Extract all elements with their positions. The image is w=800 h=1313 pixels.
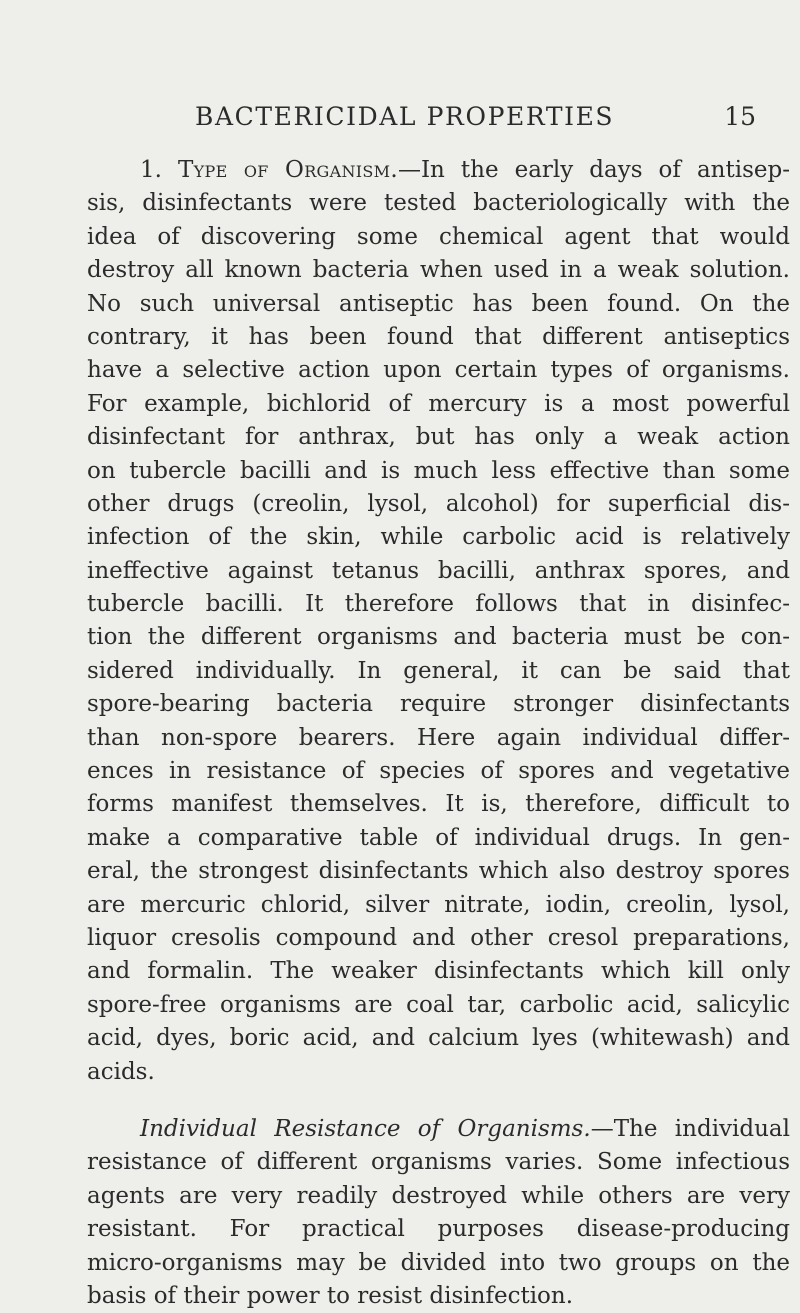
running-head <box>87 96 790 136</box>
paragraph-line: ences in resistance of species of spores and vegetative <box>87 758 790 785</box>
paragraph-line: make a comparative table of individual drugs. In gen- <box>87 824 790 851</box>
paragraph-line: No such universal antiseptic has been found. On the <box>87 290 790 317</box>
paragraph-line: eral, the strongest disinfectants which also destroy spores <box>87 858 790 885</box>
paragraph-line: destroy all known bacteria when used in a weak solution. <box>87 257 790 284</box>
paragraph-line: resistance of different organisms varies. Some infectious <box>87 1149 790 1176</box>
paragraph-line: resistant. For practical purposes disease-producing <box>87 1216 790 1243</box>
paragraph-type-of-organism <box>87 154 790 1089</box>
paragraph-line: than non-spore bearers. Here again individual differ- <box>87 724 790 751</box>
paragraph-individual-resistance <box>87 1113 790 1313</box>
paragraph-line: disinfectant for anthrax, but has only a weak action <box>87 424 790 451</box>
paragraph-line: forms manifest themselves. It is, therefore, difficult to <box>87 791 790 818</box>
page-number: 15 <box>724 102 756 131</box>
section-number: 1. <box>140 157 162 183</box>
paragraph-line: spore-bearing bacteria require stronger disinfectants <box>87 691 790 718</box>
paragraph-line: sidered individually. In general, it can be said that <box>87 657 790 684</box>
paragraph-line: tion the different organisms and bacteria must be con- <box>87 624 790 651</box>
paragraph-line: 1. Type of Organism.—In the early days of antisep- <box>140 157 790 183</box>
paragraph-line: acid, dyes, boric acid, and calcium lyes (whitewash) and <box>87 1025 790 1052</box>
paragraph-line: have a selective action upon certain types of organisms. <box>87 357 790 384</box>
paragraph-line: agents are very readily destroyed while others are very <box>87 1182 790 1209</box>
paragraph-line: and formalin. The weaker disinfectants which kill only <box>87 958 790 985</box>
paragraph-line: contrary, it has been found that different antiseptics <box>87 323 790 350</box>
paragraph-line: tubercle bacilli. It therefore follows that in disinfec- <box>87 591 790 618</box>
section-heading: Type of Organism. <box>178 157 398 183</box>
paragraph-line: spore-free organisms are coal tar, carbolic acid, salicylic <box>87 991 790 1018</box>
paragraph-line: Individual Resistance of Organisms.—The individual <box>140 1116 790 1142</box>
section-heading: Individual Resistance of Organisms. <box>140 1116 591 1142</box>
paragraph-line: For example, bichlorid of mercury is a most powerful <box>87 390 790 417</box>
paragraph-line: are mercuric chlorid, silver nitrate, iodin, creolin, lysol, <box>87 891 790 918</box>
paragraph-line: ineffective against tetanus bacilli, anthrax spores, and <box>87 557 790 584</box>
running-title: BACTERICIDAL PROPERTIES <box>195 102 615 131</box>
paragraph-line: liquor cresolis compound and other cresol preparations, <box>87 924 790 951</box>
paragraph-line: micro-organisms may be divided into two groups on the <box>87 1249 790 1276</box>
paragraph-line: sis, disinfectants were tested bacteriologically with the <box>87 190 790 217</box>
paragraph-line: idea of discovering some chemical agent that would <box>87 223 790 250</box>
paragraph-line: on tubercle bacilli and is much less effective than some <box>87 457 790 484</box>
paragraph-line: other drugs (creolin, lysol, alcohol) for superficial dis- <box>87 490 790 517</box>
paragraph-line: acids. <box>87 1058 155 1085</box>
paragraph-line: infection of the skin, while carbolic acid is relatively <box>87 524 790 551</box>
paragraph-line: basis of their power to resist disinfection. <box>87 1282 574 1309</box>
